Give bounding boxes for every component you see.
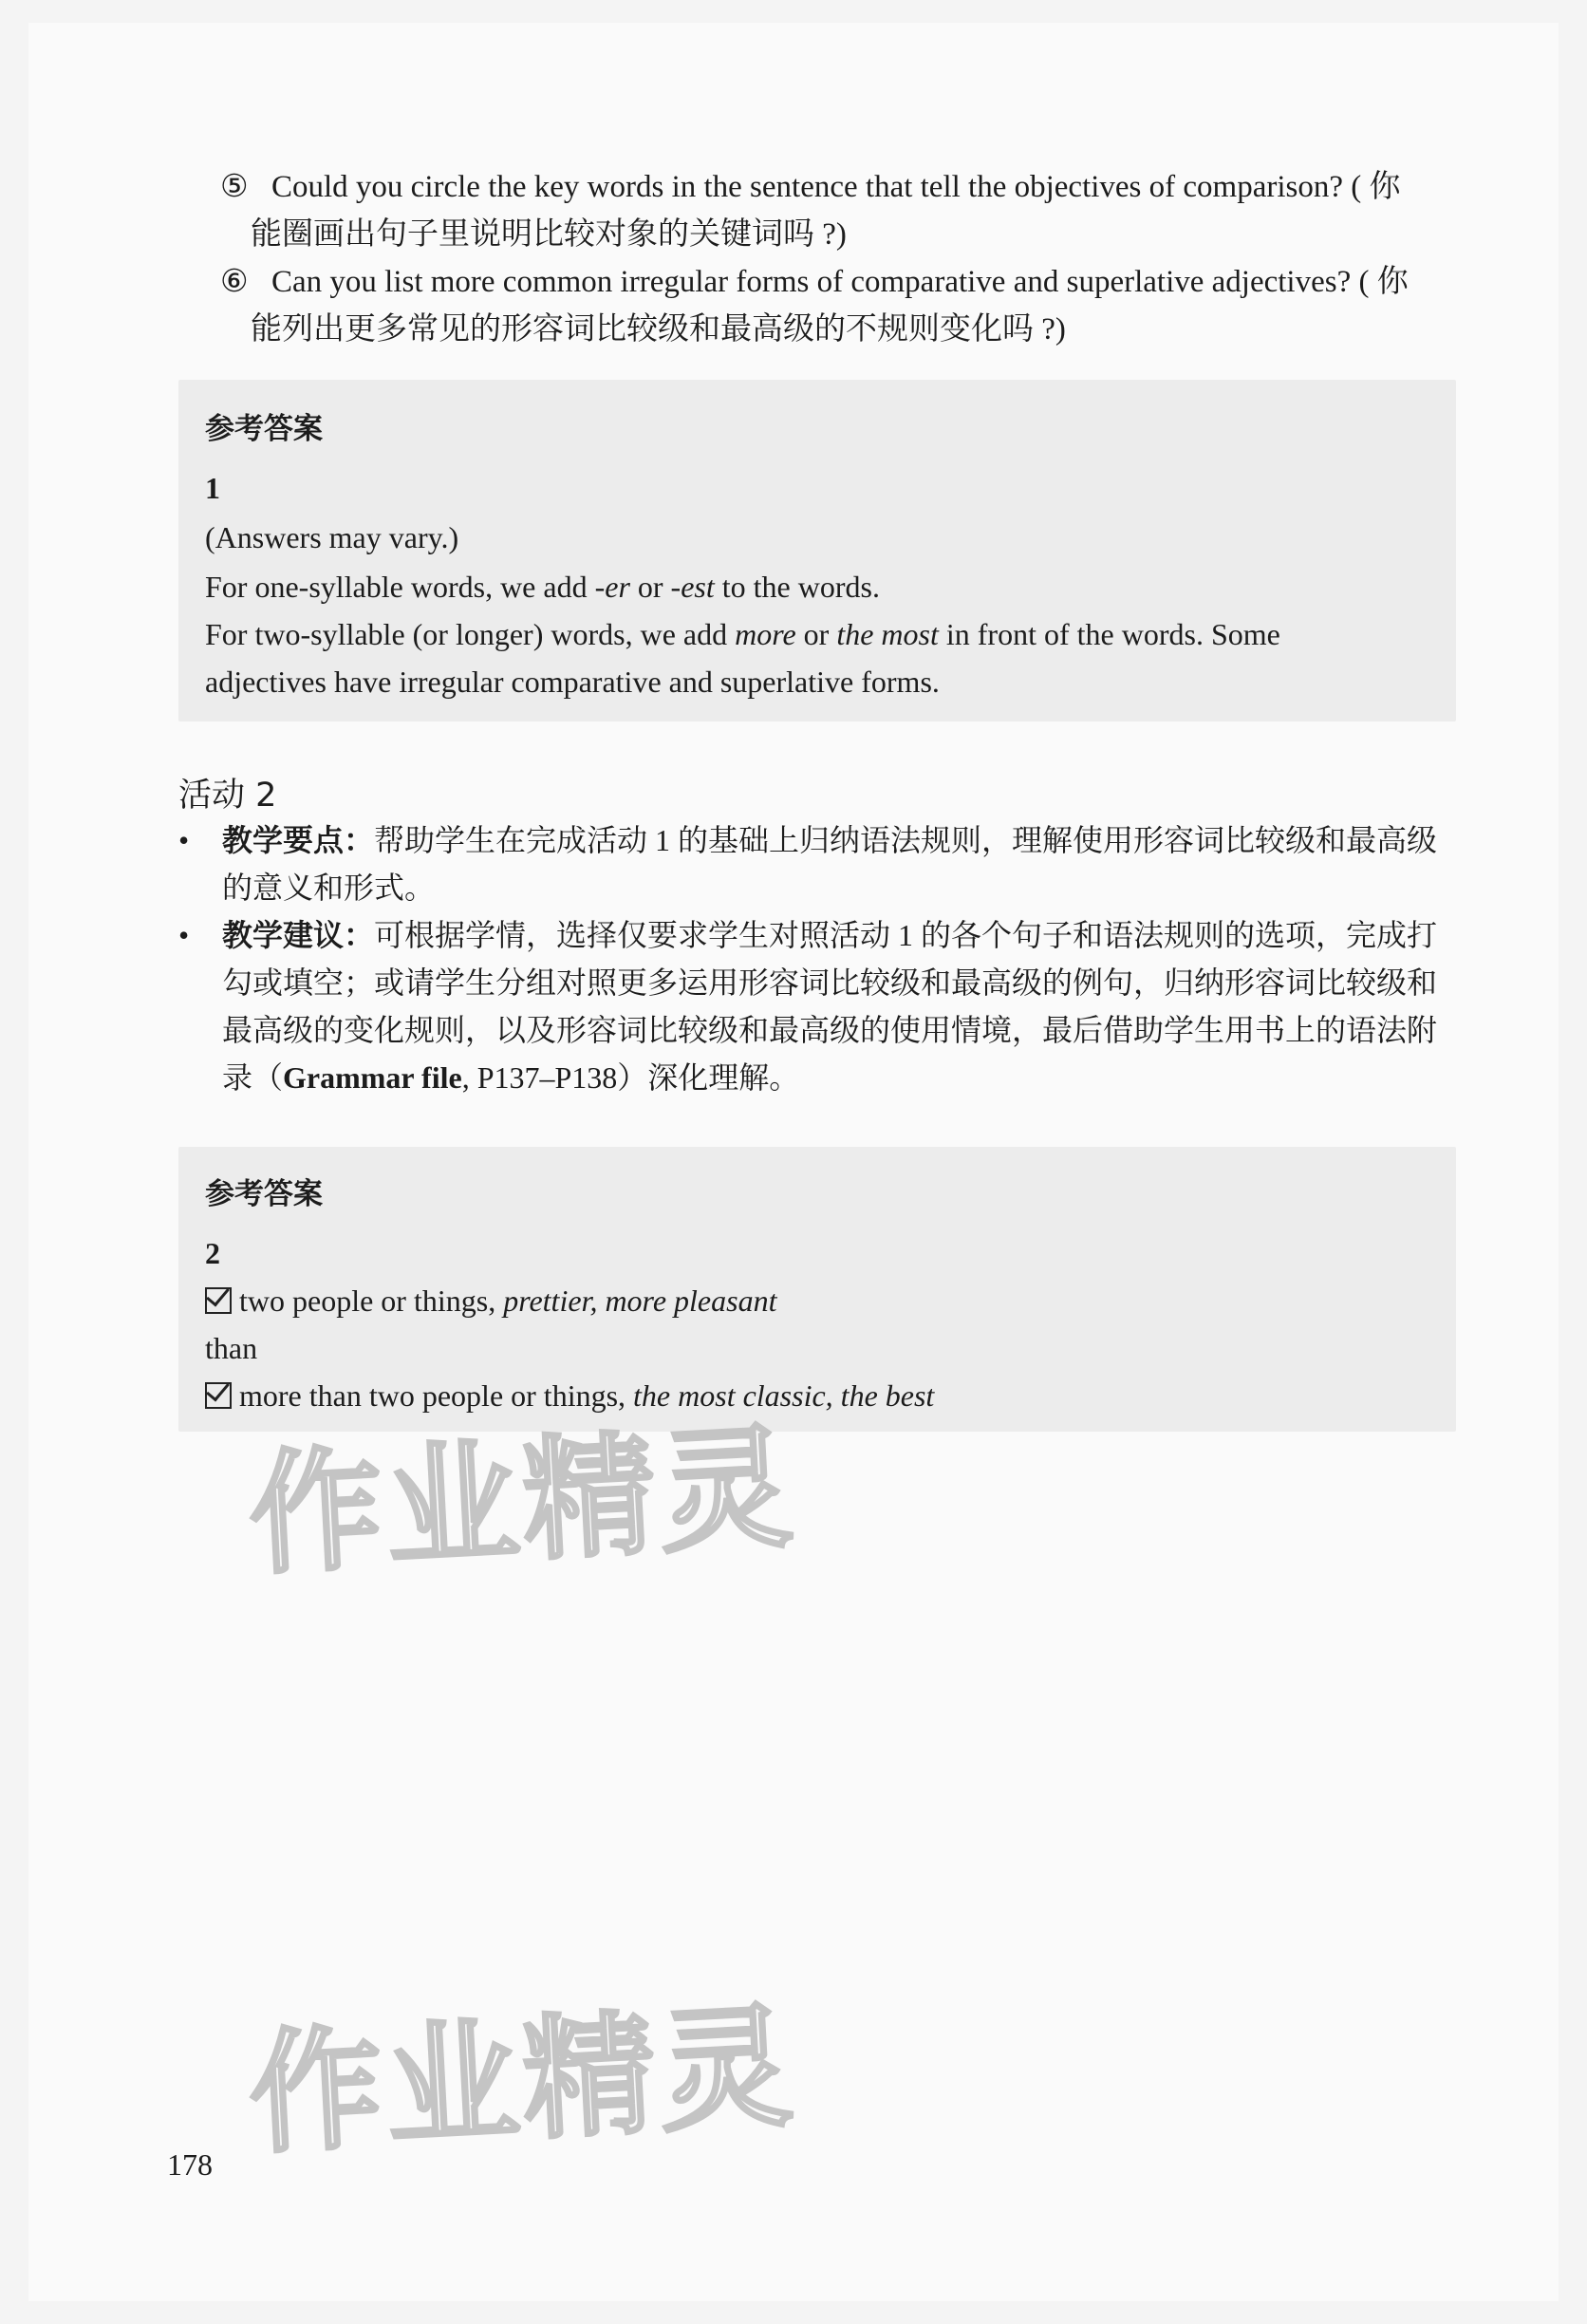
watermark-logo: 作业精灵 <box>245 1990 800 2173</box>
bullet-label: 教学建议： <box>222 917 375 953</box>
bullet-teaching-points <box>178 816 1456 911</box>
answer-number: 2 <box>205 1236 220 1270</box>
activity-heading: 活动 2 <box>178 777 277 815</box>
bullet-text: 可根据学情，选择仅要求学生对照活动 1 的各个句子和语法规则的选项，完成打勾或填空；或请学生分组对照更多运用形容词比较级和最高级的例句，归纳形容词比较级和最高级的变化规则，以及形容词比较级和最高级的使用情境，最后借助学生用书上的语法附录（ <box>222 918 1438 1095</box>
answer-line-2: For two-syllable (or longer) words, we add more or the most in front of the words. Some <box>205 617 1280 651</box>
question-text-line2: 能圈画出句子里说明比较对象的关键词吗 ?) <box>251 217 847 252</box>
answer-title: 参考答案 <box>205 412 323 446</box>
answer-than: than <box>205 1331 258 1365</box>
bullet-teaching-suggestions <box>178 911 1456 1101</box>
answer-item-1: two people or things, prettier, more pleasant <box>205 1284 776 1319</box>
bullet-text: 帮助学生在完成活动 1 的基础上归纳语法规则，理解使用形容词比较级和最高级的意义和形式。 <box>222 823 1438 905</box>
question-6 <box>220 258 1454 353</box>
answer-line-3: adjectives have irregular comparative and superlative forms. <box>205 665 940 699</box>
bullet-dot: • <box>178 823 190 857</box>
bullet-label: 教学要点： <box>222 822 375 858</box>
bullet-text-end: , P137–P138）深化理解。 <box>461 1060 800 1095</box>
question-text-line1: Can you list more common irregular forms of comparative and superlative adjectives? ( 你 <box>271 265 1409 299</box>
question-text-line1: Could you circle the key words in the sentence that tell the objectives of comparison? ( 你 <box>271 170 1401 204</box>
answer-note: (Answers may vary.) <box>205 520 459 554</box>
answer-line-1: For one-syllable words, we add -er or -est to the words. <box>205 570 880 604</box>
question-5 <box>220 163 1454 258</box>
answer-number: 1 <box>205 471 220 505</box>
question-number: ⑤ <box>220 170 249 204</box>
watermark-logo: 作业精灵 <box>245 1411 800 1594</box>
grammar-file-ref: Grammar file <box>283 1060 462 1095</box>
question-number: ⑥ <box>220 265 249 299</box>
answer-item-2: more than two people or things, the most classic, the best <box>205 1378 934 1414</box>
question-text-line2: 能列出更多常见的形容词比较级和最高级的不规则变化吗 ?) <box>251 312 1066 347</box>
answer-title: 参考答案 <box>205 1177 323 1211</box>
bullet-dot: • <box>178 918 190 952</box>
checked-box-icon <box>205 1287 232 1314</box>
checked-box-icon <box>205 1382 232 1409</box>
answer-box-2 <box>178 1147 1456 1432</box>
page-number: 178 <box>167 2147 213 2182</box>
answer-box-1 <box>178 380 1456 722</box>
